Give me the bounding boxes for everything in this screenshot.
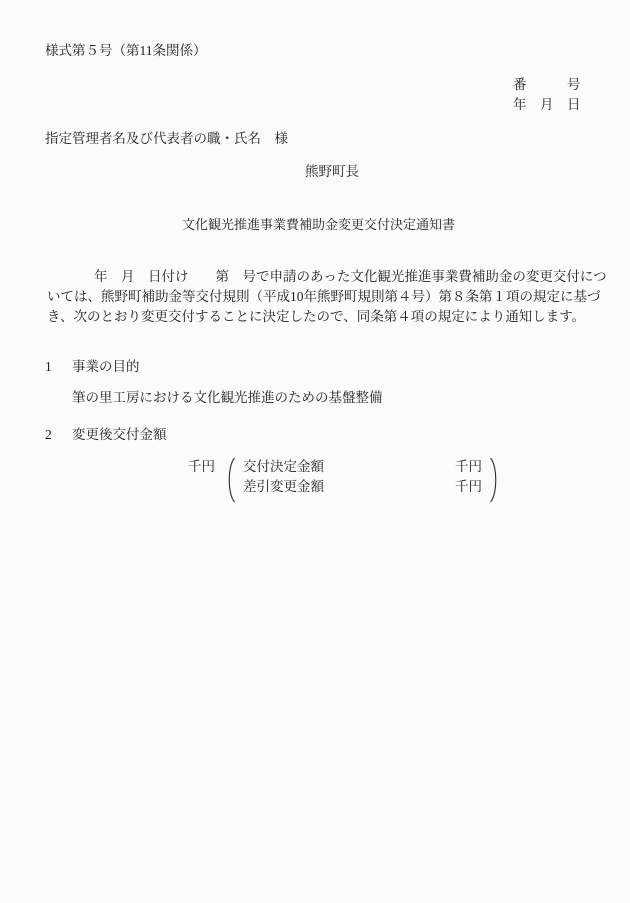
breakdown-unit: 千円 — [455, 479, 482, 494]
section-2-number: 2 — [45, 427, 52, 442]
left-bracket-icon — [224, 457, 236, 503]
breakdown-row — [243, 460, 482, 474]
section-1-heading: 事業の目的 — [72, 359, 140, 374]
date-line: 年 月 日 — [513, 97, 581, 112]
breakdown-row — [243, 480, 482, 494]
section-1-number: 1 — [45, 359, 52, 374]
addressee-line: 指定管理者名及び代表者の職・氏名 様 — [45, 131, 288, 146]
document-number-line: 番 号 — [513, 77, 581, 92]
document-title: 文化観光推進事業費補助金変更交付決定通知書 — [182, 217, 456, 232]
body-paragraph-line: 年 月 日付け 第 号で申請のあった文化観光推進事業費補助金の変更交付につ — [94, 269, 607, 284]
breakdown-unit: 千円 — [455, 459, 482, 474]
section-2-heading: 変更後交付金額 — [72, 427, 167, 442]
breakdown-label: 差引変更金額 — [243, 479, 324, 494]
breakdown-label: 交付決定金額 — [243, 459, 324, 474]
sender-name: 熊野町長 — [305, 164, 359, 179]
body-paragraph-line: いては、熊野町補助金等交付規則（平成10年熊野町規則第４号）第８条第１項の規定に基づ — [47, 289, 601, 304]
right-bracket-icon — [489, 457, 501, 503]
form-number: 様式第５号（第11条関係） — [45, 43, 207, 58]
amount-total-unit: 千円 — [188, 459, 215, 474]
section-1-content: 筆の里工房における文化観光推進のための基盤整備 — [72, 390, 383, 405]
body-paragraph-line: き、次のとおり変更交付することに決定したので、同条第４項の規定により通知します。 — [47, 309, 586, 324]
